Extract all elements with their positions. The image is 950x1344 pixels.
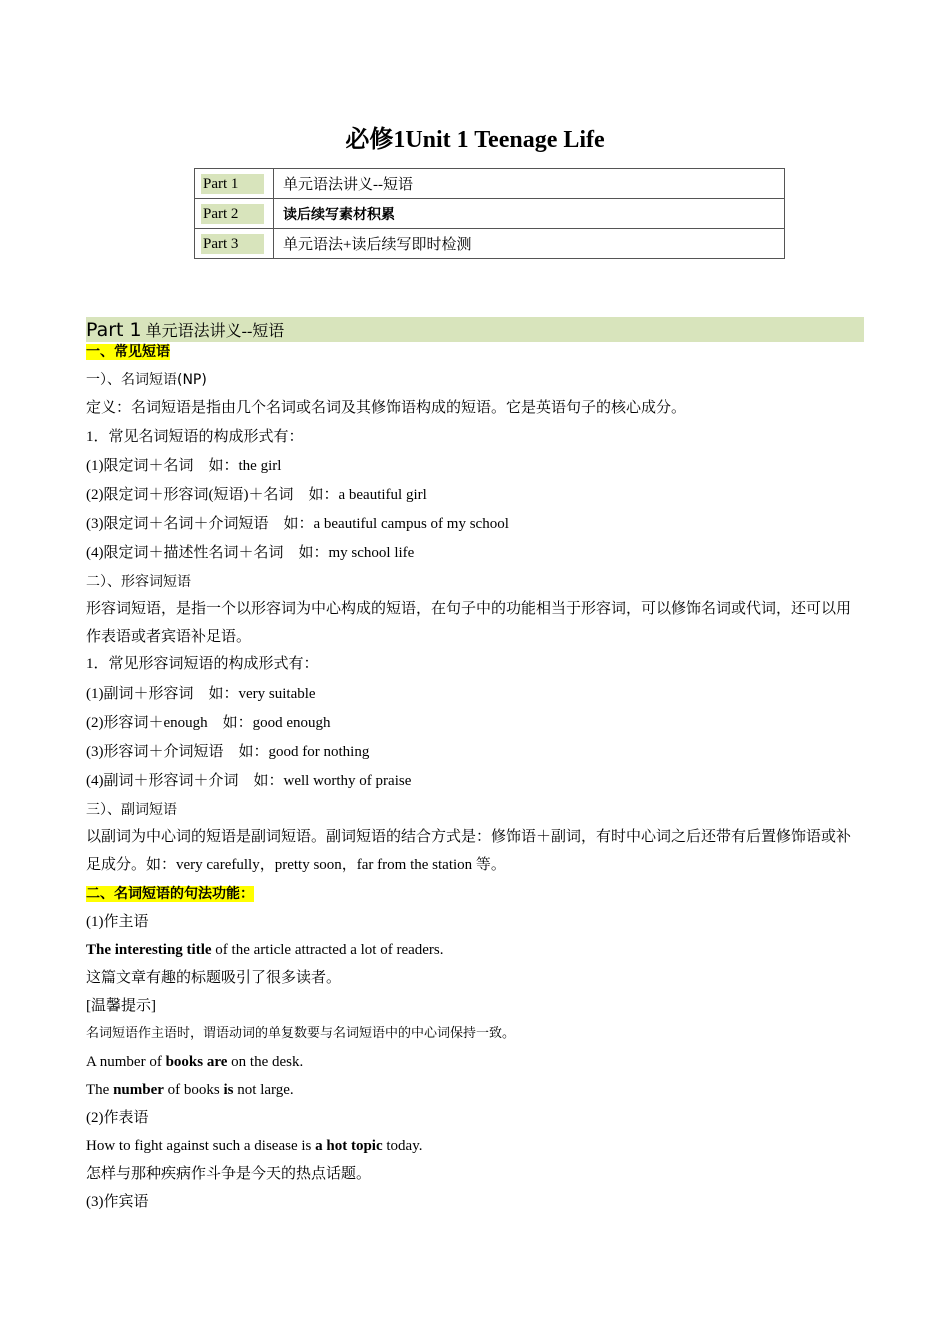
tip-label: [温馨提示] — [86, 998, 156, 1014]
subsection-heading: 三）、副词短语 — [86, 802, 177, 818]
paragraph: 1．常见形容词短语的构成形式有： — [86, 656, 319, 672]
list-item: (1)副词＋形容词 如：very suitable — [86, 686, 316, 702]
list-item: (4)限定词＋描述性名词＋名词 如：my school life — [86, 545, 415, 561]
subsection-heading: 一）、名词短语(NP) — [86, 372, 207, 388]
toc-part-desc: 读后续写素材积累 — [274, 199, 785, 229]
list-item: (2)限定词＋形容词(短语)＋名词 如：a beautiful girl — [86, 487, 427, 503]
list-item: (3)限定词＋名词＋介词短语 如：a beautiful campus of my school — [86, 516, 509, 532]
subsection-heading: 二）、形容词短语 — [86, 574, 191, 590]
list-item: (1)限定词＋名词 如：the girl — [86, 458, 282, 474]
toc-part-desc: 单元语法讲义--短语 — [274, 169, 785, 199]
function-label: (1)作主语 — [86, 914, 149, 930]
paragraph: 以副词为中心词的短语是副词短语。副词短语的结合方式是：修饰语＋副词，有时中心词之后还带有后置修饰语或补足成分。如：very carefully，pretty soon，far from the station 等。 — [86, 829, 852, 873]
toc-part-label: Part 2 — [201, 204, 264, 224]
tip-text: 名词短语作主语时，谓语动词的单复数要与名词短语中的中心词保持一致。 — [86, 1026, 516, 1041]
toc-part-desc: 单元语法+读后续写即时检测 — [274, 229, 785, 259]
list-item: (4)副词＋形容词＋介词 如：well worthy of praise — [86, 773, 412, 789]
example-translation: 怎样与那种疾病作斗争是今天的热点话题。 — [86, 1166, 372, 1182]
part1-title: 单元语法讲义--短语 — [145, 323, 285, 340]
toc-row — [195, 169, 785, 199]
function-label: (2)作表语 — [86, 1110, 149, 1126]
section-heading: 一、常见短语 — [86, 344, 170, 360]
example-sentence: The interesting title of the article attracted a lot of readers. — [86, 942, 444, 958]
example-sentence: How to fight against such a disease is a hot topic today. — [86, 1138, 423, 1154]
toc-part-label: Part 3 — [201, 234, 264, 254]
paragraph: 形容词短语，是指一个以形容词为中心构成的短语，在句子中的功能相当于形容词，可以修饰名词或代词，还可以用作表语或者宾语补足语。 — [86, 601, 852, 645]
toc-row — [195, 199, 785, 229]
example-translation: 这篇文章有趣的标题吸引了很多读者。 — [86, 970, 342, 986]
part1-heading — [86, 317, 864, 342]
toc-table — [194, 168, 785, 259]
example-sentence: A number of books are on the desk. — [86, 1054, 304, 1070]
list-item: (2)形容词＋enough 如：good enough — [86, 715, 331, 731]
function-label: (3)作宾语 — [86, 1194, 149, 1210]
example-sentence: The number of books is not large. — [86, 1082, 294, 1098]
list-item: (3)形容词＋介词短语 如：good for nothing — [86, 744, 370, 760]
document-title: 必修1Unit 1 Teenage Life — [345, 127, 605, 153]
paragraph: 定义：名词短语是指由几个名词或名词及其修饰语构成的短语。它是英语句子的核心成分。 — [86, 400, 687, 416]
part1-label: Part 1 — [86, 319, 142, 341]
toc-part-label: Part 1 — [201, 174, 264, 194]
toc-row — [195, 229, 785, 259]
paragraph: 1．常见名词短语的构成形式有： — [86, 429, 304, 445]
section-heading: 二、名词短语的句法功能： — [86, 886, 254, 902]
